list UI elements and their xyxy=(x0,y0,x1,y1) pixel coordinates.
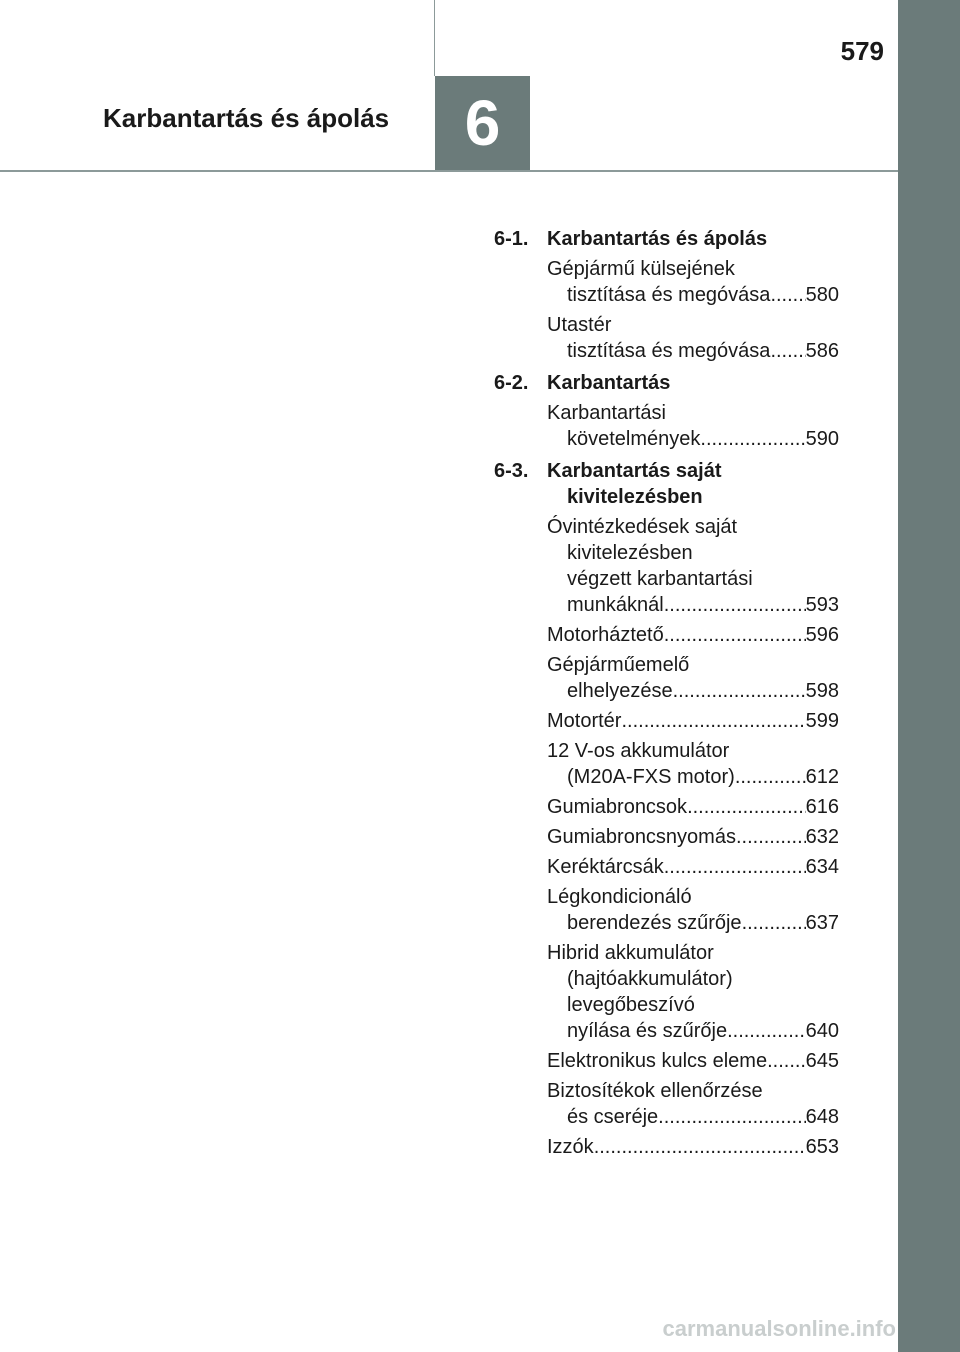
toc-page-number: 637 xyxy=(805,912,839,934)
toc-entry-line: Karbantartási xyxy=(547,402,666,424)
toc-leader-dots xyxy=(736,824,806,850)
toc-entry[interactable] xyxy=(547,1134,839,1160)
toc-section-title-line: Karbantartás saját xyxy=(547,460,722,482)
toc-page-number: 634 xyxy=(805,856,839,878)
toc-entry-line: Óvintézkedések saját xyxy=(547,516,738,538)
toc-page-number: 596 xyxy=(805,624,839,646)
toc-section-title-line: kivitelezésben xyxy=(567,486,703,508)
toc-entry-line: Gumiabroncsnyomás xyxy=(547,826,736,848)
toc-entry[interactable] xyxy=(547,1078,839,1130)
toc-leader-dots xyxy=(664,592,806,618)
chapter-title: Karbantartás és ápolás xyxy=(103,103,390,133)
toc-page-number: 580 xyxy=(805,284,839,306)
toc-entry[interactable] xyxy=(547,256,839,308)
toc-entry-line: Izzók xyxy=(547,1136,594,1158)
toc-entry-line: nyílása és szűrője xyxy=(567,1020,728,1042)
toc-entry-line: Gépjárműemelő xyxy=(547,654,690,676)
toc-page-number: 616 xyxy=(805,796,839,818)
toc-entry-line: tisztítása és megóvása xyxy=(567,340,771,362)
toc-section-heading[interactable] xyxy=(494,226,839,252)
toc-leader-dots xyxy=(700,426,805,452)
toc-page-number: 612 xyxy=(805,766,839,788)
toc-leader-dots xyxy=(735,764,806,790)
toc-leader-dots xyxy=(664,854,806,880)
toc-leader-dots xyxy=(770,282,805,308)
toc-entry[interactable] xyxy=(547,884,839,936)
toc-leader-dots xyxy=(658,1104,805,1130)
toc-entry-line: Motortér xyxy=(547,710,622,732)
toc-page-number: 593 xyxy=(805,594,839,616)
toc-entry[interactable] xyxy=(547,854,839,880)
toc-section-title xyxy=(547,370,839,396)
chapter-number-box: 6 xyxy=(435,76,530,170)
toc-leader-dots xyxy=(770,338,805,364)
toc-section-number: 6-2. xyxy=(494,372,529,394)
toc-entry-line: berendezés szűrője xyxy=(567,912,742,934)
toc-page-number: 653 xyxy=(805,1136,839,1158)
toc-entry-line: Hibrid akkumulátor xyxy=(547,942,714,964)
toc-entry-line: Keréktárcsák xyxy=(547,856,664,878)
toc-page-number: 598 xyxy=(805,680,839,702)
toc-section-number: 6-3. xyxy=(494,460,529,482)
toc-leader-dots xyxy=(664,622,806,648)
toc-section-title-line: Karbantartás és ápolás xyxy=(547,228,768,250)
toc-entry[interactable] xyxy=(547,1048,839,1074)
toc-entry[interactable] xyxy=(547,708,839,734)
page-number: 579 xyxy=(840,36,884,66)
toc-page-number: 586 xyxy=(805,340,839,362)
toc-entry[interactable] xyxy=(547,652,839,704)
toc-leader-dots xyxy=(594,1134,806,1160)
toc-entry[interactable] xyxy=(547,824,839,850)
toc-section-heading[interactable] xyxy=(494,370,839,396)
toc-entry[interactable] xyxy=(547,622,839,648)
toc-leader-dots xyxy=(687,794,806,820)
toc-section-title xyxy=(547,458,839,510)
watermark: carmanualsonline.info xyxy=(662,1316,896,1341)
toc-entry[interactable] xyxy=(547,514,839,618)
toc-entry-line: 12 V-os akkumulátor xyxy=(547,740,730,762)
toc-section-number: 6-1. xyxy=(494,228,529,250)
toc-page-number: 645 xyxy=(805,1050,839,1072)
toc-page-number: 599 xyxy=(805,710,839,732)
toc-entry-line: elhelyezése xyxy=(567,680,673,702)
toc-entry-line: levegőbeszívó xyxy=(567,994,695,1016)
toc-entry-line: Légkondicionáló xyxy=(547,886,692,908)
toc-entry-line: Utastér xyxy=(547,314,612,336)
toc-entry-line: követelmények xyxy=(567,428,701,450)
toc-entry[interactable] xyxy=(547,400,839,452)
toc-entry[interactable] xyxy=(547,312,839,364)
toc-leader-dots xyxy=(767,1048,806,1074)
toc-page-number: 648 xyxy=(805,1106,839,1128)
toc-entry-line: végzett karbantartási xyxy=(567,568,753,590)
toc-entry-line: Biztosítékok ellenőrzése xyxy=(547,1080,763,1102)
toc-entry-line: tisztítása és megóvása xyxy=(567,284,771,306)
toc-page-number: 640 xyxy=(805,1020,839,1042)
toc-leader-dots xyxy=(727,1018,806,1044)
toc-entry[interactable] xyxy=(547,940,839,1044)
toc-entry[interactable] xyxy=(547,794,839,820)
header-divider-vertical xyxy=(434,0,435,76)
toc-entry-line: Gumiabroncsok xyxy=(547,796,688,818)
toc-entry-line: (M20A-FXS motor) xyxy=(567,766,735,788)
toc-section-title xyxy=(547,226,839,252)
toc-page-number: 632 xyxy=(805,826,839,848)
toc-entry[interactable] xyxy=(547,738,839,790)
toc-entry-line: Elektronikus kulcs eleme xyxy=(547,1050,768,1072)
header-divider-horizontal xyxy=(0,170,898,172)
toc-section-heading[interactable] xyxy=(494,458,839,510)
toc-entry-line: (hajtóakkumulátor) xyxy=(567,968,733,990)
toc-section-title-line: Karbantartás xyxy=(547,372,671,394)
toc-leader-dots xyxy=(673,678,806,704)
toc-entry-line: kivitelezésben xyxy=(567,542,693,564)
toc-entry-line: Motorháztető xyxy=(547,624,664,646)
side-chapter-tab xyxy=(898,0,960,1352)
toc-leader-dots xyxy=(742,910,806,936)
toc-entry-line: munkáknál xyxy=(567,594,664,616)
toc-entry-line: Gépjármű külsejének xyxy=(547,258,735,280)
toc-leader-dots xyxy=(621,708,805,734)
toc-entry-line: és cseréje xyxy=(567,1106,659,1128)
toc-page-number: 590 xyxy=(805,428,839,450)
table-of-contents xyxy=(494,226,839,1164)
